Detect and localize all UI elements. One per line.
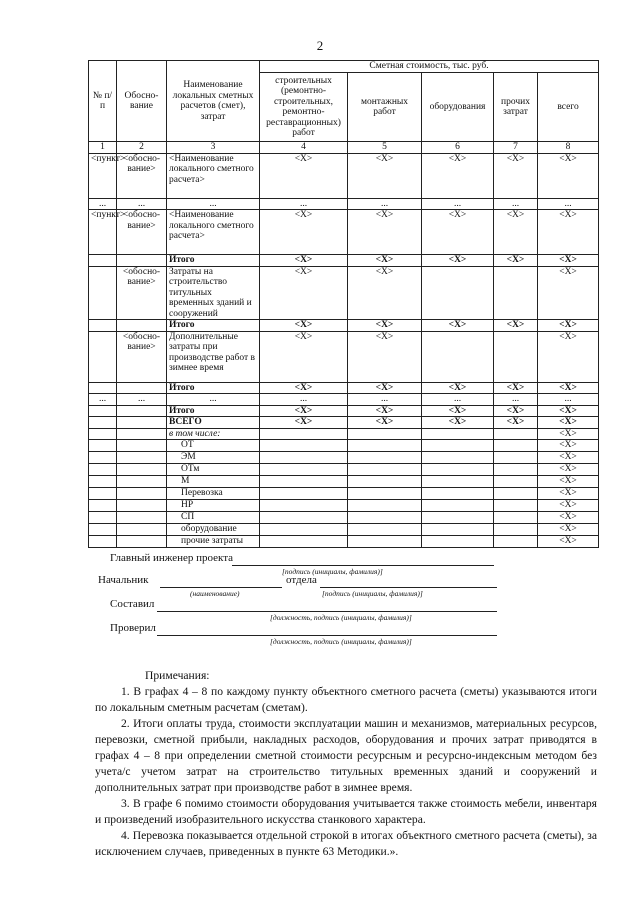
cell-col-1 [89, 500, 117, 512]
cell-col-8: <X> [538, 405, 599, 417]
table-row [89, 512, 599, 524]
cell-col-7: <X> [494, 255, 538, 267]
table-row [89, 153, 599, 198]
cell-col-6 [422, 488, 494, 500]
cell-col-3: Итого [167, 405, 260, 417]
cell-col-6 [422, 512, 494, 524]
cell-col-2 [117, 405, 167, 417]
col-number-7: 7 [494, 142, 538, 154]
cell-col-8: <X> [538, 153, 599, 198]
cell-col-1 [89, 266, 117, 320]
cell-col-5: <X> [348, 382, 422, 394]
col-number-3: 3 [167, 142, 260, 154]
cell-col-6 [422, 452, 494, 464]
head-label: Начальник [98, 574, 149, 586]
cell-col-5 [348, 488, 422, 500]
cell-col-2: <обосно-вание> [117, 266, 167, 320]
head-caption-left: (наименование) [190, 589, 240, 598]
cell-col-6 [422, 500, 494, 512]
cell-col-2 [117, 255, 167, 267]
cell-col-8: <X> [538, 524, 599, 536]
head-line-left [160, 587, 282, 588]
cell-col-4 [260, 524, 348, 536]
cell-col-4: <X> [260, 266, 348, 320]
cell-col-5: <X> [348, 320, 422, 332]
cell-col-6: <X> [422, 320, 494, 332]
cell-col-4: <X> [260, 405, 348, 417]
table-row [89, 255, 599, 267]
cell-col-4 [260, 428, 348, 440]
cell-col-6: <X> [422, 153, 494, 198]
cell-col-1 [89, 512, 117, 524]
cell-col-2 [117, 524, 167, 536]
cell-col-4: ... [260, 198, 348, 210]
note-1: 1. В графах 4 – 8 по каждому пункту объектного сметного расчета (сметы) указываются итоги по локальным сметным расчетам (сметам). [95, 685, 597, 714]
cell-col-1 [89, 417, 117, 429]
cell-col-1: ... [89, 394, 117, 406]
cell-col-7: <X> [494, 382, 538, 394]
table-row [89, 331, 599, 382]
table-row [89, 488, 599, 500]
table-row [89, 320, 599, 332]
cell-col-2: <обосно-вание> [117, 210, 167, 255]
header-col-other: прочих затрат [494, 73, 538, 142]
cell-col-3: Перевозка [167, 488, 260, 500]
cell-col-5 [348, 500, 422, 512]
cell-col-4: <X> [260, 382, 348, 394]
cell-col-6: <X> [422, 210, 494, 255]
cell-col-3: М [167, 476, 260, 488]
cell-col-7 [494, 428, 538, 440]
cell-col-5: ... [348, 198, 422, 210]
header-col-basis: Обосно-вание [117, 61, 167, 142]
cell-col-3: ЭМ [167, 452, 260, 464]
header-col-equip: оборудования [422, 73, 494, 142]
cell-col-8: <X> [538, 476, 599, 488]
cell-col-3: <Наименование локального сметного расчета> [167, 153, 260, 198]
cell-col-8: <X> [538, 382, 599, 394]
note-4: 4. Перевозка показывается отдельной строкой в итогах объектного сметного расчета (сметы), за исключением случаев, приведенных в пункте 63 Методики.». [95, 829, 597, 858]
cell-col-6: ... [422, 394, 494, 406]
cell-col-7: ... [494, 394, 538, 406]
table-row [89, 452, 599, 464]
cell-col-3: СП [167, 512, 260, 524]
cell-col-1 [89, 452, 117, 464]
cell-col-2: <обосно-вание> [117, 331, 167, 382]
cell-col-4: <X> [260, 320, 348, 332]
table-row [89, 428, 599, 440]
cell-col-6: <X> [422, 382, 494, 394]
page-number: 2 [316, 38, 324, 53]
header-col-install: монтажных работ [348, 73, 422, 142]
compiled-label: Составил [110, 598, 155, 610]
table-row [89, 266, 599, 320]
cell-col-7 [494, 524, 538, 536]
checked-caption: [должность, подпись (инициалы, фамилия)] [270, 637, 412, 646]
cell-col-2 [117, 536, 167, 548]
cell-col-2 [117, 512, 167, 524]
table-row [89, 417, 599, 429]
cell-col-7 [494, 440, 538, 452]
table-row [89, 405, 599, 417]
cell-col-7 [494, 331, 538, 382]
chief-engineer-line [232, 565, 494, 566]
cell-col-5 [348, 428, 422, 440]
cell-col-8: <X> [538, 440, 599, 452]
cell-col-3: НР [167, 500, 260, 512]
cell-col-8: <X> [538, 536, 599, 548]
cell-col-4 [260, 512, 348, 524]
cell-col-8: <X> [538, 464, 599, 476]
cell-col-7 [494, 266, 538, 320]
cell-col-8: <X> [538, 417, 599, 429]
col-number-4: 4 [260, 142, 348, 154]
compiled-caption: [должность, подпись (инициалы, фамилия)] [270, 613, 412, 622]
cell-col-1 [89, 405, 117, 417]
cell-col-6 [422, 464, 494, 476]
cell-col-2: <обосно-вание> [117, 153, 167, 198]
cell-col-1 [89, 255, 117, 267]
cell-col-8: ... [538, 198, 599, 210]
cell-col-7: <X> [494, 417, 538, 429]
cell-col-6: <X> [422, 405, 494, 417]
cell-col-5 [348, 452, 422, 464]
table-row [89, 198, 599, 210]
cell-col-6: ... [422, 198, 494, 210]
head-department-label: отдела [286, 574, 317, 586]
cell-col-1 [89, 476, 117, 488]
cell-col-6: <X> [422, 417, 494, 429]
cell-col-7: <X> [494, 320, 538, 332]
cell-col-3: прочие затраты [167, 536, 260, 548]
cell-col-3: оборудование [167, 524, 260, 536]
cell-col-7 [494, 512, 538, 524]
table-row [89, 210, 599, 255]
col-number-8: 8 [538, 142, 599, 154]
cell-col-3: ... [167, 198, 260, 210]
header-group: Сметная стоимость, тыс. руб. [260, 61, 599, 73]
cell-col-2 [117, 488, 167, 500]
cell-col-6 [422, 266, 494, 320]
cell-col-8: <X> [538, 331, 599, 382]
cell-col-6 [422, 476, 494, 488]
cell-col-4 [260, 476, 348, 488]
cell-col-5: <X> [348, 417, 422, 429]
cell-col-1 [89, 382, 117, 394]
compiled-line [157, 611, 497, 612]
estimate-table [88, 60, 599, 548]
cell-col-8: <X> [538, 428, 599, 440]
cell-col-3: ОТ [167, 440, 260, 452]
cell-col-8: <X> [538, 210, 599, 255]
notes-section [95, 668, 597, 860]
cell-col-8: <X> [538, 320, 599, 332]
cell-col-4 [260, 452, 348, 464]
cell-col-2 [117, 428, 167, 440]
cell-col-7 [494, 536, 538, 548]
cell-col-1 [89, 488, 117, 500]
table-row [89, 394, 599, 406]
cell-col-5: <X> [348, 266, 422, 320]
cell-col-2 [117, 500, 167, 512]
cell-col-4: <X> [260, 417, 348, 429]
cell-col-5: <X> [348, 405, 422, 417]
cell-col-1 [89, 331, 117, 382]
cell-col-4 [260, 464, 348, 476]
checked-line [157, 635, 497, 636]
cell-col-6 [422, 536, 494, 548]
col-number-6: 6 [422, 142, 494, 154]
cell-col-4: ... [260, 394, 348, 406]
cell-col-2: ... [117, 198, 167, 210]
cell-col-4: <X> [260, 255, 348, 267]
cell-col-5 [348, 464, 422, 476]
header-col-build: строительных (ремонтно-строительных, ремонтно-реставрационных) работ [260, 73, 348, 142]
table-row [89, 500, 599, 512]
cell-col-2 [117, 476, 167, 488]
cell-col-7 [494, 488, 538, 500]
cell-col-7: <X> [494, 153, 538, 198]
cell-col-5: <X> [348, 153, 422, 198]
cell-col-6 [422, 524, 494, 536]
cell-col-3: Итого [167, 255, 260, 267]
cell-col-8: <X> [538, 512, 599, 524]
cell-col-4 [260, 488, 348, 500]
cell-col-1 [89, 440, 117, 452]
table-row [89, 440, 599, 452]
cell-col-6 [422, 428, 494, 440]
cell-col-7: <X> [494, 210, 538, 255]
cell-col-1 [89, 536, 117, 548]
cell-col-2: ... [117, 394, 167, 406]
cell-col-5: ... [348, 394, 422, 406]
table-row [89, 536, 599, 548]
checked-label: Проверил [110, 622, 156, 634]
cell-col-3: ОТм [167, 464, 260, 476]
cell-col-4 [260, 440, 348, 452]
col-number-5: 5 [348, 142, 422, 154]
cell-col-5 [348, 536, 422, 548]
cell-col-2 [117, 464, 167, 476]
cell-col-4 [260, 536, 348, 548]
cell-col-4: <X> [260, 210, 348, 255]
cell-col-6 [422, 331, 494, 382]
head-line-right [320, 587, 497, 588]
cell-col-1 [89, 428, 117, 440]
cell-col-7 [494, 500, 538, 512]
cell-col-6: <X> [422, 255, 494, 267]
table-row [89, 382, 599, 394]
table-row [89, 476, 599, 488]
cell-col-3: ВСЕГО [167, 417, 260, 429]
header-col-no: № п/п [89, 61, 117, 142]
cell-col-5 [348, 512, 422, 524]
cell-col-3: Итого [167, 320, 260, 332]
cell-col-8: <X> [538, 266, 599, 320]
cell-col-3: Затраты на строительство титульных временных зданий и сооружений [167, 266, 260, 320]
cell-col-3: <Наименование локального сметного расчета> [167, 210, 260, 255]
cell-col-1: ... [89, 198, 117, 210]
cell-col-5: <X> [348, 255, 422, 267]
cell-col-2 [117, 440, 167, 452]
cell-col-1 [89, 464, 117, 476]
cell-col-8: <X> [538, 255, 599, 267]
cell-col-1 [89, 320, 117, 332]
notes-title: Примечания: [145, 669, 210, 682]
cell-col-2 [117, 382, 167, 394]
cell-col-2 [117, 452, 167, 464]
cell-col-5 [348, 440, 422, 452]
cell-col-1 [89, 524, 117, 536]
cell-col-5 [348, 476, 422, 488]
cell-col-2 [117, 417, 167, 429]
cell-col-3: Дополнительные затраты при производстве работ в зимнее время [167, 331, 260, 382]
table-row [89, 524, 599, 536]
cell-col-8: <X> [538, 452, 599, 464]
cell-col-6 [422, 440, 494, 452]
header-col-name: Наименование локальных сметных расчетов (смет), затрат [167, 61, 260, 142]
col-number-2: 2 [117, 142, 167, 154]
cell-col-7 [494, 476, 538, 488]
col-number-1: 1 [89, 142, 117, 154]
cell-col-7 [494, 464, 538, 476]
cell-col-4: <X> [260, 331, 348, 382]
cell-col-4: <X> [260, 153, 348, 198]
cell-col-8: ... [538, 394, 599, 406]
cell-col-4 [260, 500, 348, 512]
note-2: 2. Итоги оплаты труда, стоимости эксплуатации машин и механизмов, материальных ресурсов, перевозки, сметной прибыли, накладных расходов, оборудования и прочих затрат приводятся в графах 4 – 8 при определении сметной стоимости ресурсным и ресурсно-индексным методом без учета/с учетом затрат на строительство титульных временных зданий и сооружений и дополнительных затрат при производстве работ в зимнее время. [95, 717, 597, 794]
header-col-total: всего [538, 73, 599, 142]
chief-engineer-caption: [подпись (инициалы, фамилия)] [282, 567, 383, 576]
note-3: 3. В графе 6 помимо стоимости оборудования учитывается также стоимость мебели, инвентаря и произведений изобразительного искусства станкового характера. [95, 797, 597, 826]
cell-col-7 [494, 452, 538, 464]
cell-col-8: <X> [538, 488, 599, 500]
cell-col-8: <X> [538, 500, 599, 512]
cell-col-5: <X> [348, 210, 422, 255]
head-caption-right: [подпись (инициалы, фамилия)] [322, 589, 423, 598]
cell-col-2 [117, 320, 167, 332]
cell-col-1: <пункт> [89, 210, 117, 255]
cell-col-3: ... [167, 394, 260, 406]
cell-col-1: <пункт> [89, 153, 117, 198]
cell-col-3: в том числе: [167, 428, 260, 440]
cell-col-7: <X> [494, 405, 538, 417]
cell-col-5: <X> [348, 331, 422, 382]
cell-col-5 [348, 524, 422, 536]
cell-col-7: ... [494, 198, 538, 210]
chief-engineer-label: Главный инженер проекта [110, 552, 234, 564]
table-row [89, 464, 599, 476]
cell-col-3: Итого [167, 382, 260, 394]
